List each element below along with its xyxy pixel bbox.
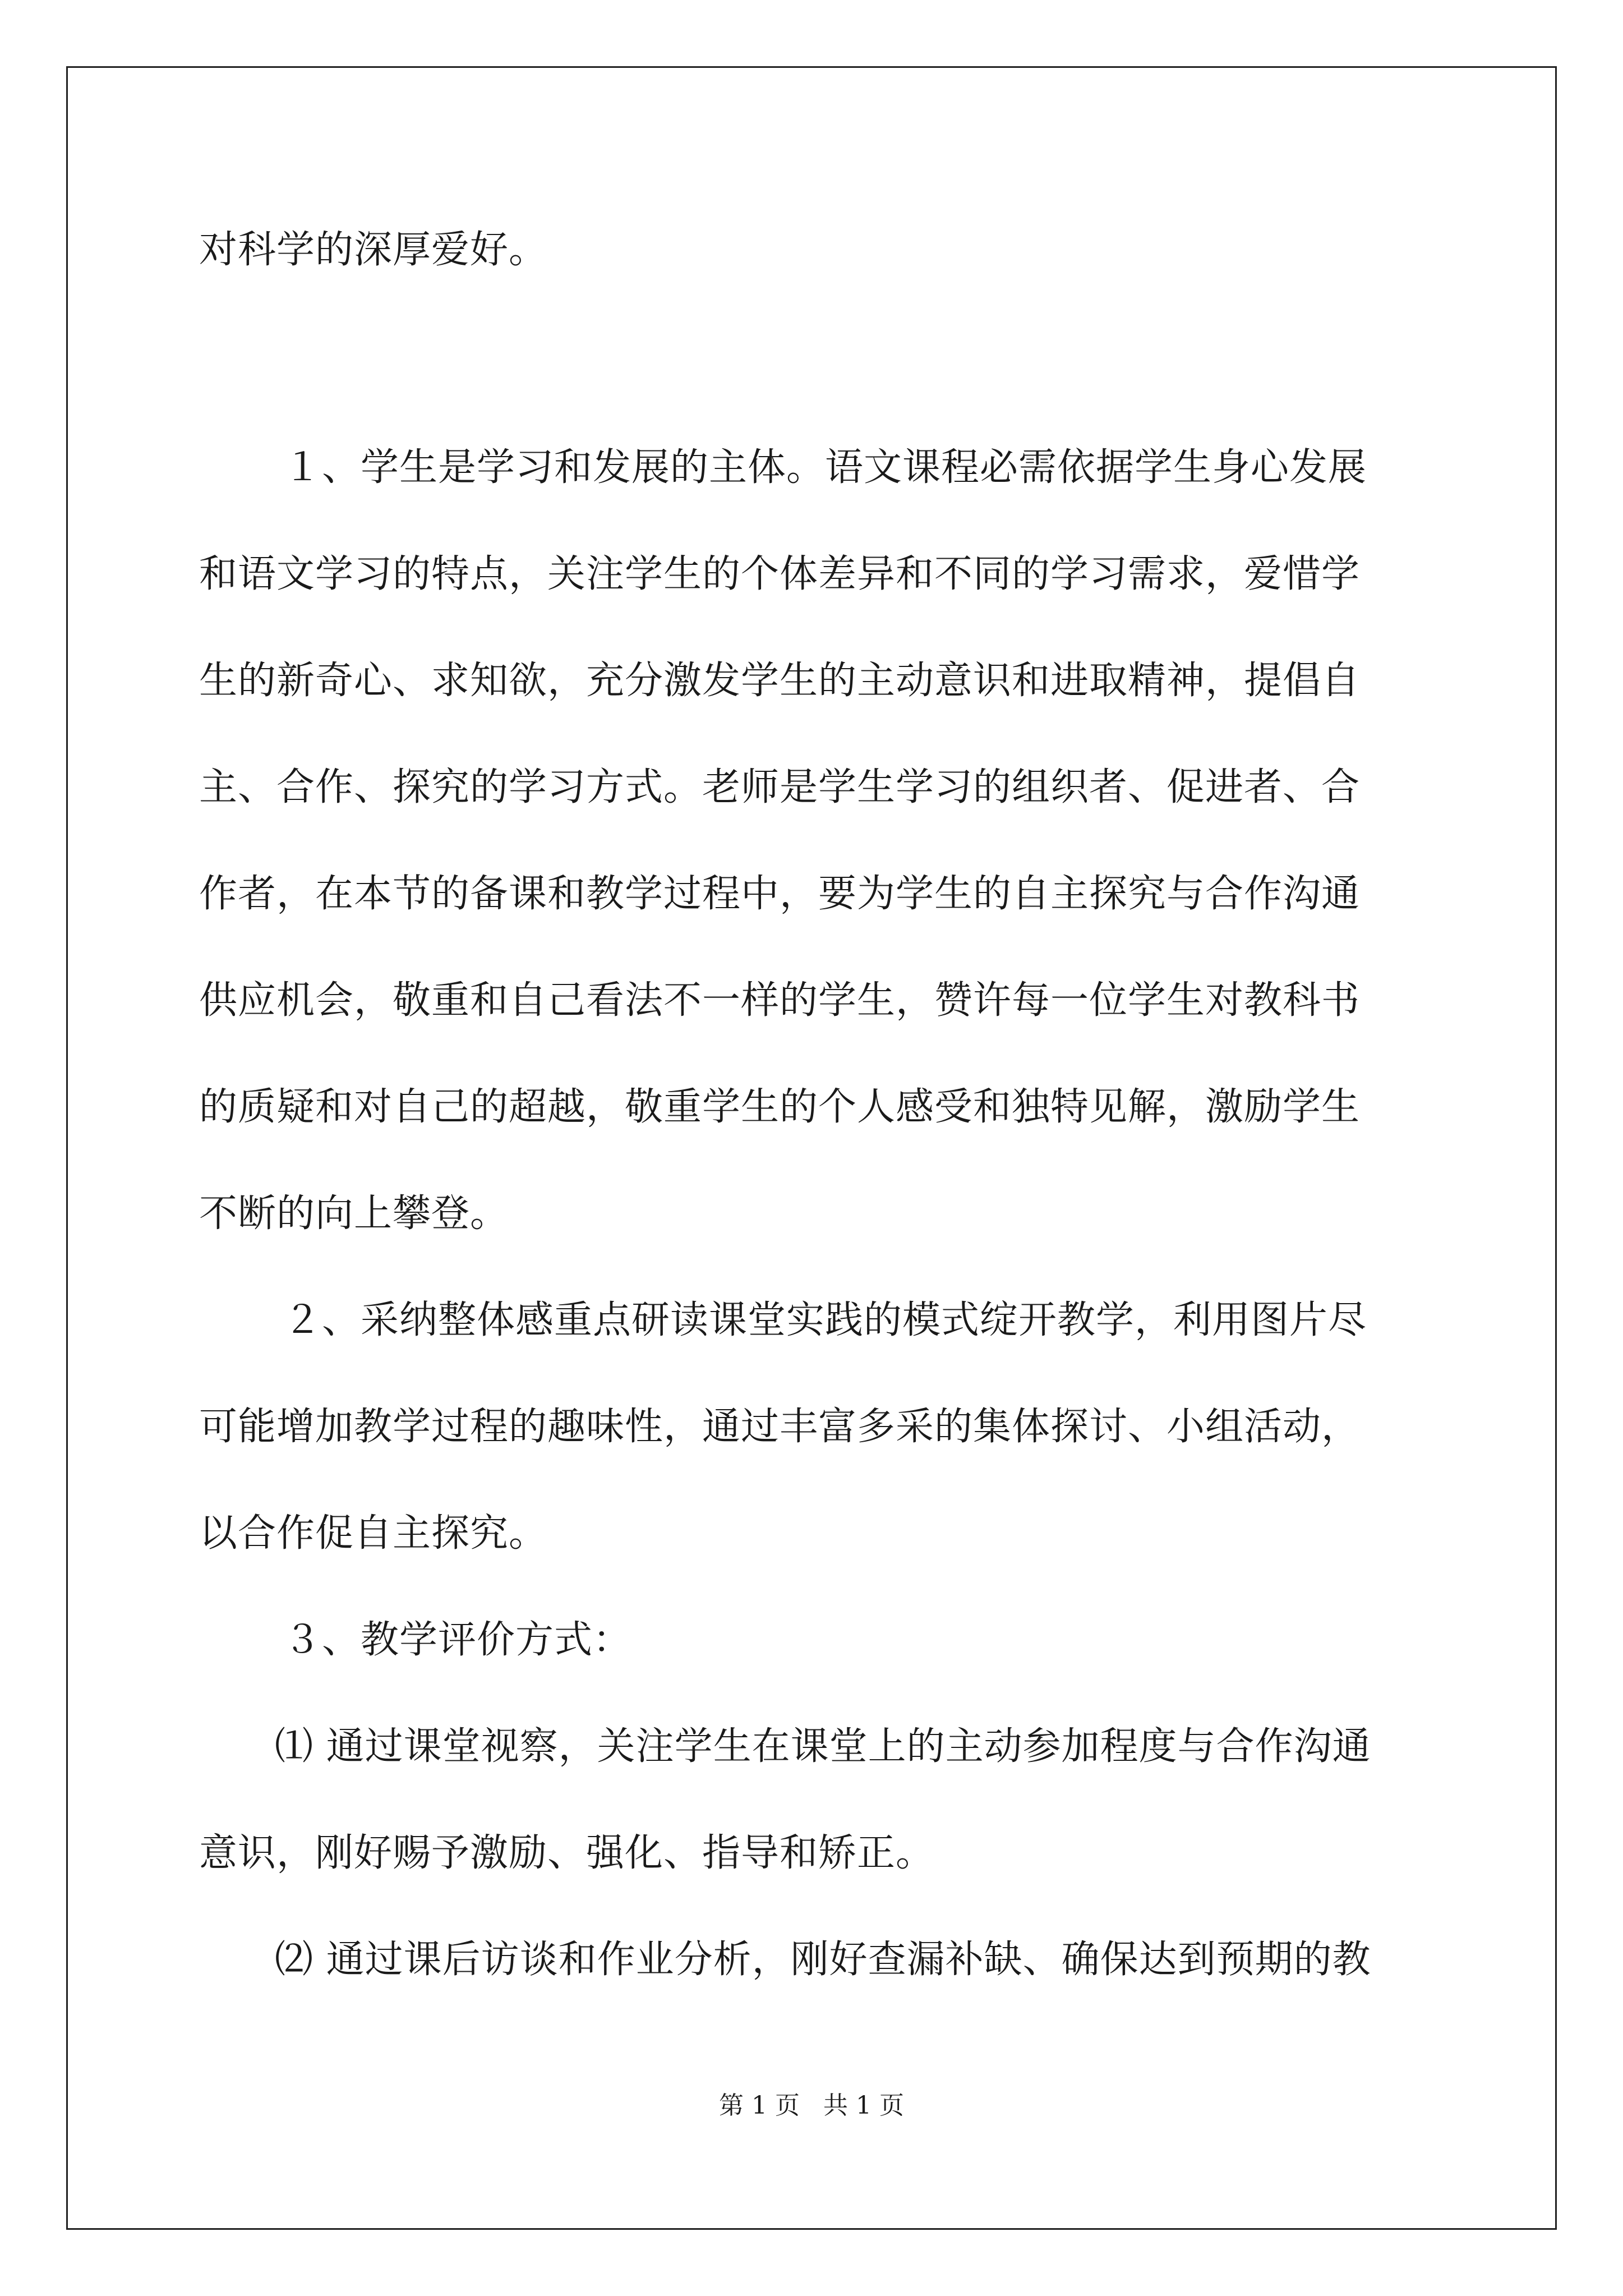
text-line: 对科学的深厚爱好。	[199, 228, 548, 272]
paragraph-1-line: 不断的向上攀登。	[199, 1191, 509, 1236]
paragraph-3-heading: ３、教学评价方式：	[283, 1618, 632, 1662]
paragraph-2-line: 可能增加教学过程的趣味性，通过丰富多采的集体探讨、小组活动，	[199, 1405, 1361, 1449]
paragraph-1-line: 作者，在本节的备课和教学过程中，要为学生的自主探究与合作沟通	[199, 872, 1361, 916]
paragraph-1-line: 和语文学习的特点，关注学生的个体差异和不同的学习需求，爱惜学	[199, 552, 1361, 596]
page-border	[66, 66, 1557, 2230]
paragraph-2-line: ２、采纳整体感重点研读课堂实践的模式绽开教学，利用图片尽	[283, 1298, 1367, 1342]
page-number-footer: 第 1 页 共 1 页	[719, 2091, 904, 2120]
paragraph-1-line: 的质疑和对自己的超越，敬重学生的个人感受和独特见解，激励学生	[199, 1085, 1361, 1129]
evaluation-item-1-line: 意识，刚好赐予激励、强化、指导和矫正。	[199, 1831, 935, 1875]
paragraph-2-line: 以合作促自主探究。	[199, 1511, 548, 1556]
paragraph-1-line: 主、合作、探究的学习方式。老师是学生学习的组织者、促进者、合	[199, 765, 1361, 809]
paragraph-1-line: 供应机会，敬重和自己看法不一样的学生，赞许每一位学生对教科书	[199, 978, 1361, 1023]
evaluation-item-1-line: ⑴ 通过课堂视察，关注学生在课堂上的主动参加程度与合作沟通	[275, 1724, 1371, 1769]
paragraph-1-line: 生的新奇心、求知欲，充分激发学生的主动意识和进取精神，提倡自	[199, 659, 1361, 703]
evaluation-item-2-line: ⑵ 通过课后访谈和作业分析，刚好查漏补缺、确保达到预期的教	[275, 1938, 1371, 1982]
paragraph-1-line: １、学生是学习和发展的主体。语文课程必需依据学生身心发展	[283, 445, 1367, 490]
